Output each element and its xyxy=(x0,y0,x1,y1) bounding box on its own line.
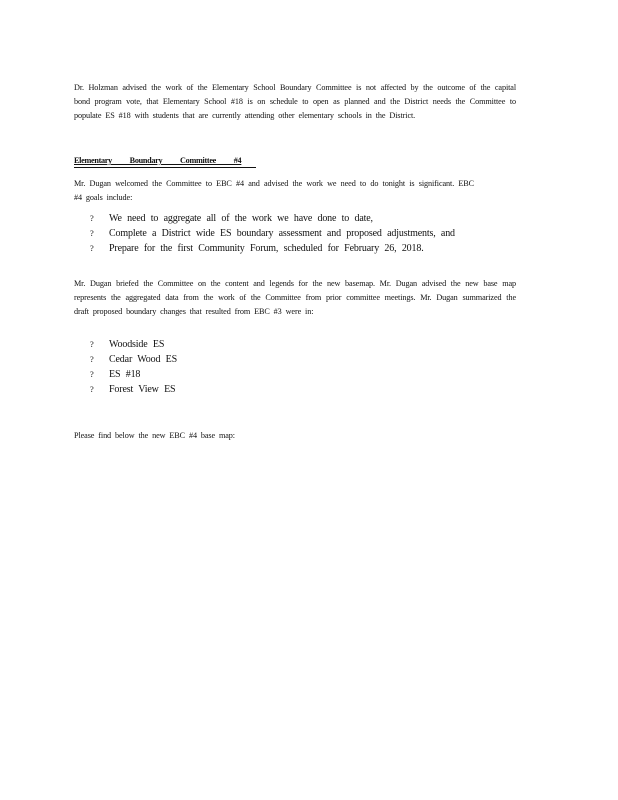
school-name: ES #18 xyxy=(109,369,141,380)
list-item xyxy=(90,211,455,226)
list-item xyxy=(90,337,177,352)
goal-text: Prepare for the first Community Forum, scheduled for February 26, 2018. xyxy=(109,243,424,254)
bullet-marker: ? xyxy=(90,384,94,394)
paragraph-base-map-intro: Please find below the new EBC #4 base map: xyxy=(74,431,235,441)
list-item xyxy=(90,367,177,382)
list-item xyxy=(90,352,177,367)
school-name: Cedar Wood ES xyxy=(109,354,178,365)
school-name: Forest View ES xyxy=(109,384,176,395)
goals-list xyxy=(90,211,455,256)
section-heading: Elementary Boundary Committee #4 xyxy=(74,156,242,165)
schools-list xyxy=(90,337,177,397)
paragraph-welcome: Mr. Dugan welcomed the Committee to EBC #4 and advised the work we need to do tonight is significant. EBC #4 goals include: xyxy=(74,179,474,202)
bullet-marker: ? xyxy=(90,339,94,349)
goal-text: Complete a District wide ES boundary assessment and proposed adjustments, and xyxy=(109,228,455,239)
list-item xyxy=(90,382,177,397)
paragraph-bond-program: Dr. Holzman advised the work of the Elementary School Boundary Committee is not affected by the outcome of the capital bond program vote, that Elementary School #18 is on schedule to open as planned and the District needs the Committee to populate ES #18 with students that are currently attending other elementary schools in the District. xyxy=(74,83,516,120)
bullet-marker: ? xyxy=(90,243,94,253)
paragraph-basemap-briefing: Mr. Dugan briefed the Committee on the content and legends for the new basemap. Mr. Dugan advised the new base map represents the aggregated data from the work of the Committee from prior committee meetings. Mr. Dugan summarized the draft proposed boundary changes that resulted from EBC #3 were in: xyxy=(74,279,516,316)
school-name: Woodside ES xyxy=(109,339,165,350)
bullet-marker: ? xyxy=(90,369,94,379)
list-item xyxy=(90,241,455,256)
bullet-marker: ? xyxy=(90,354,94,364)
list-item xyxy=(90,226,455,241)
heading-underline xyxy=(74,167,256,168)
goal-text: We need to aggregate all of the work we have done to date, xyxy=(109,213,373,224)
bullet-marker: ? xyxy=(90,213,94,223)
bullet-marker: ? xyxy=(90,228,94,238)
